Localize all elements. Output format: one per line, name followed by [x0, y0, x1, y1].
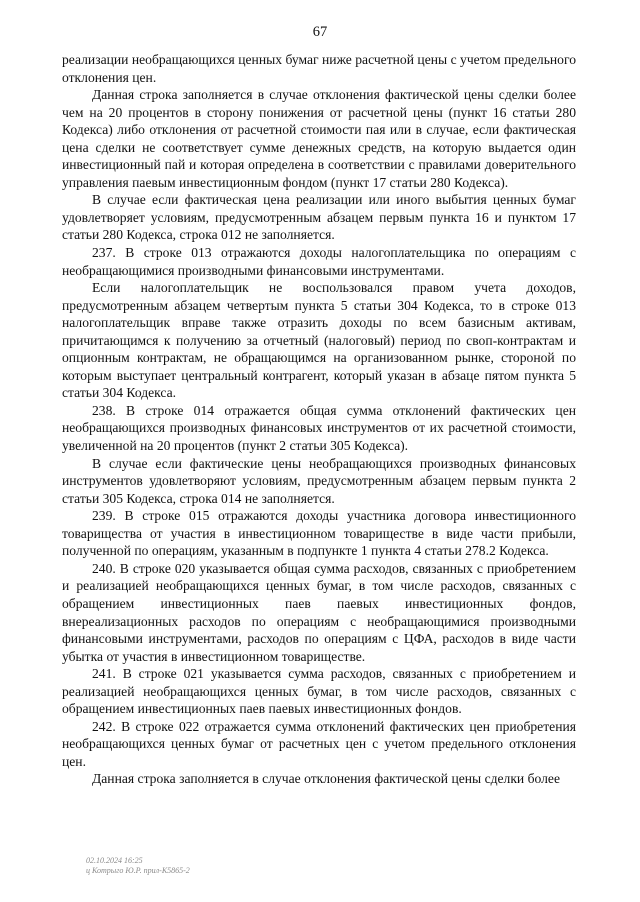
paragraph: В случае если фактические цены необращающихся производных финансовых инструментов удовлетворяют условиям, предусмотренным абзацем первым пункта 2 статьи 305 Кодекса, строка 014 не заполняется.: [62, 455, 576, 506]
paragraph-item-240: 240. В строке 020 указывается общая сумма расходов, связанных с приобретением и реализацией необращающихся ценных бумаг, в том числе расходов, связанных с обращением инвестиционных паев паевых инвестиционных фондов, внереализационных расходов по операциям с необращающимися производными финансовыми инструментами, расходов по операциям с ЦФА, расходов в виде части убытка от участия в инвестиционном товариществе.: [62, 560, 576, 664]
paragraph: Данная строка заполняется в случае отклонения фактической цены сделки более: [92, 771, 560, 787]
paragraph: Данная строка заполняется в случае отклонения фактической цены сделки более чем на 20 процентов в сторону понижения от расчетной цены (пункт 16 статьи 280 Кодекса) либо отклонения от расчетной стоимости пая или в случае, если фактическая цена сделки не соответствует сумме денежных средств, на которую выдается один инвестиционный пай и которая определена в соответствии с правилами доверительного управления паевым инвестиционным фондом (пункт 17 статьи 280 Кодекса).: [62, 87, 576, 190]
paragraph: В случае если фактическая цена реализации или иного выбытия ценных бумаг удовлетворяет условиям, предусмотренным абзацем первым пункта 16 и пунктом 17 статьи 280 Кодекса, строка 012 не заполняется.: [62, 192, 576, 243]
paragraph-item-239: 239. В строке 015 отражаются доходы участника договора инвестиционного товарищества от участия в инвестиционном товариществе в виде части прибыли, полученной по операциям, указанным в подпункте 1 пункта 4 статьи 278.2 Кодекса.: [62, 508, 576, 559]
footer-stamp: [86, 856, 190, 876]
paragraph: реализации необращающихся ценных бумаг ниже расчетной цены с учетом предельного отклонения цен.: [62, 52, 576, 85]
paragraph-item-241: 241. В строке 021 указывается сумма расходов, связанных с приобретением и реализацией необращающихся ценных бумаг, в том числе расходов, связанных с обращением инвестиционных паев паевых инвестиционных фондов.: [62, 666, 576, 717]
paragraph-item-242: 242. В строке 022 отражается сумма отклонений фактических цен приобретения необращающихся ценных бумаг от расчетных цен с учетом предельного отклонения цен.: [62, 718, 576, 769]
page-number: 67: [312, 24, 328, 40]
paragraph-item-237: 237. В строке 013 отражаются доходы налогоплательщика по операциям с необращающимися производными финансовыми инструментами.: [62, 245, 576, 278]
paragraph-item-238: 238. В строке 014 отражается общая сумма отклонений фактических цен необращающихся производных финансовых инструментов от их расчетной стоимости, увеличенной на 20 процентов (пункт 2 статьи 305 Кодекса).: [62, 402, 576, 454]
paragraph: Если налогоплательщик не воспользовался правом учета доходов, предусмотренным абзацем четвертым пункта 5 статьи 304 Кодекса, то в строке 013 налогоплательщик вправе также отразить доходы по всем базисным активам, причитающимся к получению за отчетный (налоговый) период по своп-контрактам и опционным контрактам, не обращающимся на организованном рынке, стороной по которым выступает центральный контрагент, который указан в абзаце пятом пункта 5 статьи 304 Кодекса.: [62, 280, 576, 401]
footer-date: 02.10.2024 16:25: [86, 856, 143, 865]
footer-reference: ц Котрыго Ю.Р. прил-К5865-2: [86, 866, 190, 875]
document-body: [62, 51, 576, 788]
